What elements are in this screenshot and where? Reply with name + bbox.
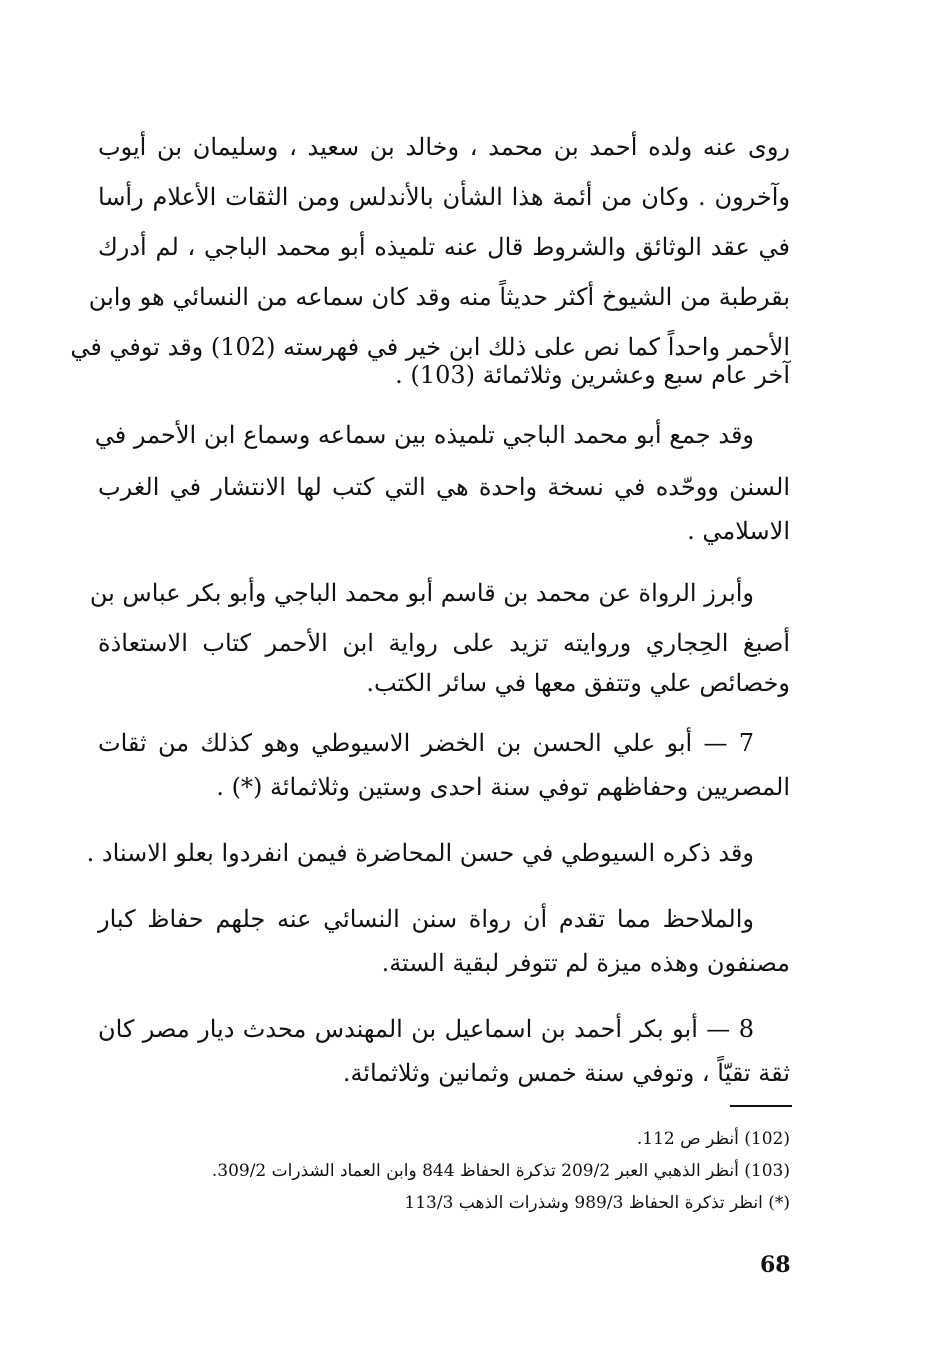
body-line: وخصائص علي وتتفق معها في سائر الكتب.	[366, 669, 790, 697]
footnote: (*) انظر تذكرة الحفاظ 989/3 وشذرات الذهب 113/3	[404, 1193, 790, 1213]
body-line: أصبغ الحِجاري وروايته تزيد على رواية ابن الأحمر كتاب الاستعاذة	[98, 629, 790, 657]
body-line: 8 — أبو بكر أحمد بن اسماعيل بن المهندس محدث ديار مصر كان	[98, 1015, 754, 1043]
body-line: الأحمر واحداً كما نص على ذلك ابن خير في فهرسته (102) وقد توفي في	[70, 333, 790, 361]
body-line: وقد جمع أبو محمد الباجي تلميذه بين سماعه وسماع ابن الأحمر في	[94, 421, 754, 449]
body-line: المصريين وحفاظهم توفي سنة احدى وستين وثلاثمائة (*) .	[216, 773, 790, 801]
body-line: الاسلامي .	[687, 517, 790, 545]
body-line: آخر عام سبع وعشرين وثلاثمائة (103) .	[395, 361, 790, 389]
page-number: 68	[760, 1252, 791, 1278]
footnote: (102) أنظر ص 112.	[636, 1129, 790, 1149]
body-line: 7 — أبو علي الحسن بن الخضر الاسيوطي وهو كذلك من ثقات	[98, 729, 754, 757]
body-line: وآخرون . وكان من أئمة هذا الشأن بالأندلس ومن الثقات الأعلام رأسا	[98, 183, 790, 211]
body-line: والملاحظ مما تقدم أن رواة سنن النسائي عنه جلهم حفاظ كبار	[98, 905, 754, 933]
body-line: في عقد الوثائق والشروط قال عنه تلميذه أبو محمد الباجي ، لم أدرك	[98, 233, 790, 261]
footnote-separator	[730, 1105, 792, 1107]
footnote: (103) أنظر الذهبي العبر 209/2 تذكرة الحفاظ 844 وابن العماد الشذرات 309/2.	[211, 1161, 790, 1181]
body-line: ثقة تقيّاً ، وتوفي سنة خمس وثمانين وثلاثمائة.	[342, 1059, 790, 1087]
body-line: السنن ووحّده في نسخة واحدة هي التي كتب لها الانتشار في الغرب	[98, 473, 790, 501]
body-line: وأبرز الرواة عن محمد بن قاسم أبو محمد الباجي وأبو بكر عباس بن	[89, 579, 754, 607]
body-line: مصنفون وهذه ميزة لم تتوفر لبقية الستة.	[381, 949, 790, 977]
body-line: وقد ذكره السيوطي في حسن المحاضرة فيمن انفردوا بعلو الاسناد .	[86, 839, 754, 867]
body-line: روى عنه ولده أحمد بن محمد ، وخالد بن سعيد ، وسليمان بن أيوب	[98, 133, 790, 161]
body-line: بقرطبة من الشيوخ أكثر حديثاً منه وقد كان سماعه من النسائي هو وابن	[88, 283, 790, 311]
